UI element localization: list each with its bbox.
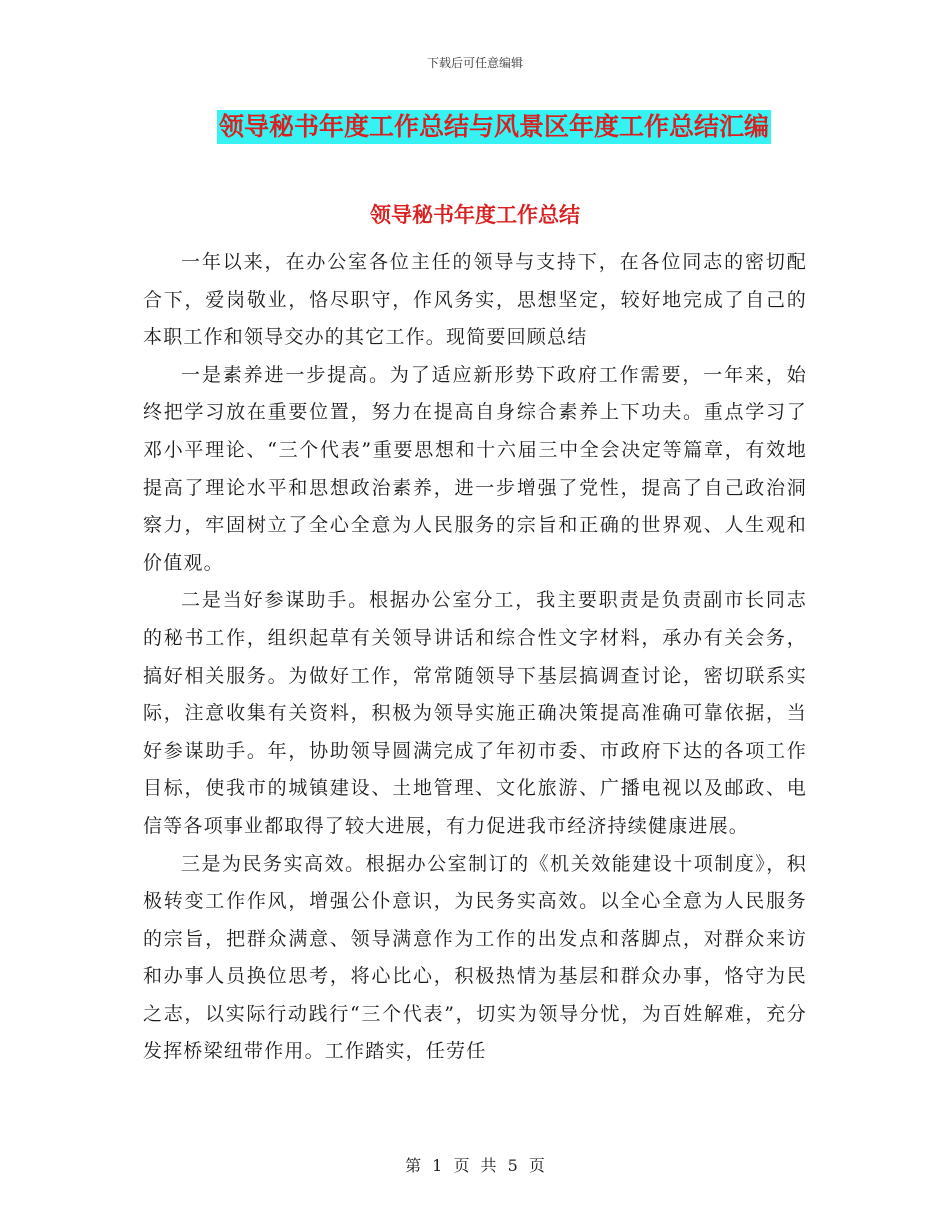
- section-title: 领导秘书年度工作总结: [370, 202, 580, 227]
- paragraph-assistant: 二是当好参谋助手。根据办公室分工，我主要职责是负责副市长同志的秘书工作，组织起草有关领导讲话和综合性文字材料，承办有关会务，搞好相关服务。为做好工作，常常随领导下基层搞调查讨论，密切联系实际，注意收集有关资料，积极为领导实施正确决策提高准确可靠依据，当好参谋助手。年，协助领导圆满完成了年初市委、市政府下达的各项工作目标，使我市的城镇建设、土地管理、文化旅游、广播电视以及邮政、电信等各项事业都取得了较大进展，有力促进我市经济持续健康进展。: [143, 589, 807, 837]
- main-title: 领导秘书年度工作总结与风景区年度工作总结汇编: [217, 110, 771, 144]
- paragraph-quality: 一是素养进一步提高。为了适应新形势下政府工作需要，一年来，始终把学习放在重要位置，努力在提高自身综合素养上下功夫。重点学习了邓小平理论、“三个代表”重要思想和十六届三中全会决定等篇章，有效地提高了理论水平和思想政治素养，进一步增强了党性，提高了自己政治洞察力，牢固树立了全心全意为人民服务的宗旨和正确的世界观、人生观和价值观。: [143, 363, 807, 574]
- header-note: 下载后可任意编辑: [426, 56, 523, 70]
- paragraph-intro: 一年以来，在办公室各位主任的领导与支持下，在各位同志的密切配合下，爱岗敬业，恪尽职守，作风务实，思想坚定，较好地完成了自己的本职工作和领导交办的其它工作。现简要回顾总结: [143, 251, 807, 349]
- body-text: [143, 244, 807, 1071]
- main-title-container: [0, 110, 950, 144]
- paragraph-service: 三是为民务实高效。根据办公室制订的《机关效能建设十项制度》，积极转变工作作风，增强公仆意识，为民务实高效。以全心全意为人民服务的宗旨，把群众满意、领导满意作为工作的出发点和落脚点，对群众来访和办事人员换位思考，将心比心，积极热情为基层和群众办事，恪守为民之志，以实际行动践行“三个代表”，切实为领导分忧，为百姓解难，充分发挥桥梁纽带作用。工作踏实，任劳任: [143, 852, 807, 1063]
- page-number: 第 1 页 共 5 页: [405, 1156, 545, 1175]
